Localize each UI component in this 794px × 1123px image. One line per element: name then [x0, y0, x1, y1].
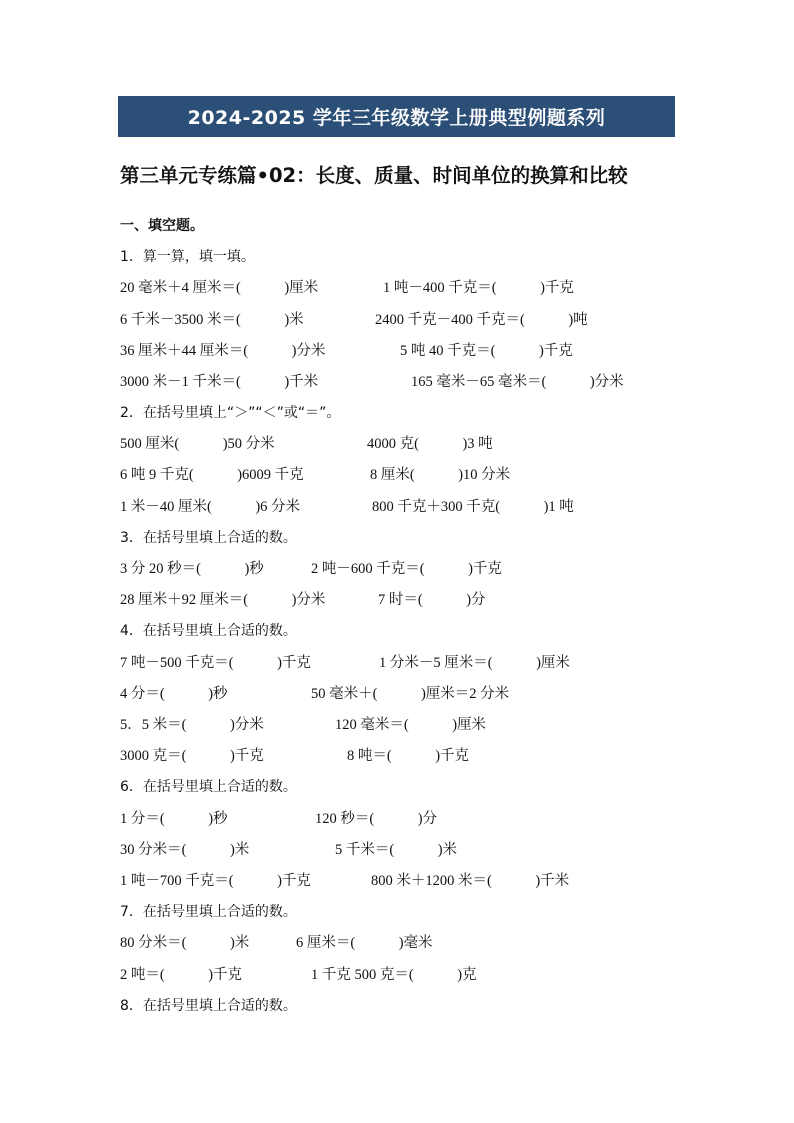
series-banner: 2024-2025 学年三年级数学上册典型例题系列 — [118, 96, 675, 137]
question-item: 6 吨 9 千克( )6009 千克 — [120, 467, 304, 483]
question-4-row — [120, 653, 570, 673]
question-item: 3 分 20 秒＝( )秒 — [120, 561, 264, 577]
question-5-row — [120, 746, 470, 766]
question-7-row — [120, 933, 433, 953]
question-item: 2 吨－600 千克＝( )千克 — [311, 561, 502, 577]
question-1-row — [120, 310, 588, 330]
section-heading: 一、填空题。 — [120, 218, 204, 234]
question-2-row — [120, 465, 511, 485]
question-item: 1 吨－700 千克＝( )千克 — [120, 873, 311, 889]
question-1-row — [120, 278, 574, 298]
question-item: 5 千米＝( )米 — [335, 842, 458, 858]
question-item: 3000 克＝( )千克 — [120, 748, 264, 764]
question-4-title: 4．在括号里填上合适的数。 — [120, 623, 297, 639]
question-item: 1 分米－5 厘米＝( )厘米 — [379, 655, 570, 671]
question-item: 8 吨＝( )千克 — [347, 748, 470, 764]
question-5-row — [120, 715, 487, 735]
question-item: 1 千克 500 克＝( )克 — [311, 967, 477, 983]
question-4-row — [120, 684, 510, 704]
question-item: 2 吨＝( )千克 — [120, 967, 243, 983]
question-item: 120 毫米＝( )厘米 — [335, 717, 487, 733]
question-8-title: 8．在括号里填上合适的数。 — [120, 998, 297, 1014]
question-item: 3000 米－1 千米＝( )千米 — [120, 374, 319, 390]
question-item: 1 吨－400 千克＝( )千克 — [383, 280, 574, 296]
question-6-row — [120, 871, 570, 891]
question-3-title: 3．在括号里填上合适的数。 — [120, 530, 297, 546]
question-item: 4 分＝( )秒 — [120, 686, 228, 702]
question-6-title: 6．在括号里填上合适的数。 — [120, 779, 297, 795]
question-item: 1 分＝( )秒 — [120, 811, 228, 827]
question-item: 6 千米－3500 米＝( )米 — [120, 312, 304, 328]
question-6-row — [120, 809, 438, 829]
question-1-row — [120, 341, 573, 361]
question-1-row — [120, 372, 624, 392]
question-item: 80 分米＝( )米 — [120, 935, 250, 951]
question-item: 7 吨－500 千克＝( )千克 — [120, 655, 311, 671]
question-7-title: 7．在括号里填上合适的数。 — [120, 904, 297, 920]
question-2-title: 2．在括号里填上“＞”“＜”或“＝”。 — [120, 405, 341, 421]
question-item: 30 分米＝( )米 — [120, 842, 250, 858]
question-3-row — [120, 590, 486, 610]
question-7-row — [120, 965, 477, 985]
page-title: 第三单元专练篇•02：长度、质量、时间单位的换算和比较 — [120, 164, 628, 187]
question-item: 8 厘米( )10 分米 — [370, 467, 511, 483]
question-item: 500 厘米( )50 分米 — [120, 436, 275, 452]
question-6-row — [120, 840, 458, 860]
question-item: 50 毫米＋( )厘米＝2 分米 — [311, 686, 510, 702]
question-item: 2400 千克－400 千克＝( )吨 — [375, 312, 588, 328]
question-item: 7 时＝( )分 — [378, 592, 486, 608]
question-item: 36 厘米＋44 厘米＝( )分米 — [120, 343, 326, 359]
question-2-row — [120, 434, 493, 454]
question-item: 120 秒＝( )分 — [315, 811, 438, 827]
question-item: 5．5 米＝( )分米 — [120, 717, 264, 733]
question-item: 20 毫米＋4 厘米＝( )厘米 — [120, 280, 319, 296]
question-item: 1 米－40 厘米( )6 分米 — [120, 499, 301, 515]
question-2-row — [120, 497, 574, 517]
question-1-title: 1．算一算，填一填。 — [120, 249, 255, 265]
question-item: 6 厘米＝( )毫米 — [296, 935, 433, 951]
question-item: 800 米＋1200 米＝( )千米 — [371, 873, 570, 889]
question-item: 800 千克＋300 千克( )1 吨 — [372, 499, 574, 515]
question-item: 4000 克( )3 吨 — [367, 436, 493, 452]
question-item: 28 厘米＋92 厘米＝( )分米 — [120, 592, 326, 608]
question-3-row — [120, 559, 502, 579]
question-item: 165 毫米－65 毫米＝( )分米 — [411, 374, 624, 390]
question-item: 5 吨 40 千克＝( )千克 — [400, 343, 573, 359]
